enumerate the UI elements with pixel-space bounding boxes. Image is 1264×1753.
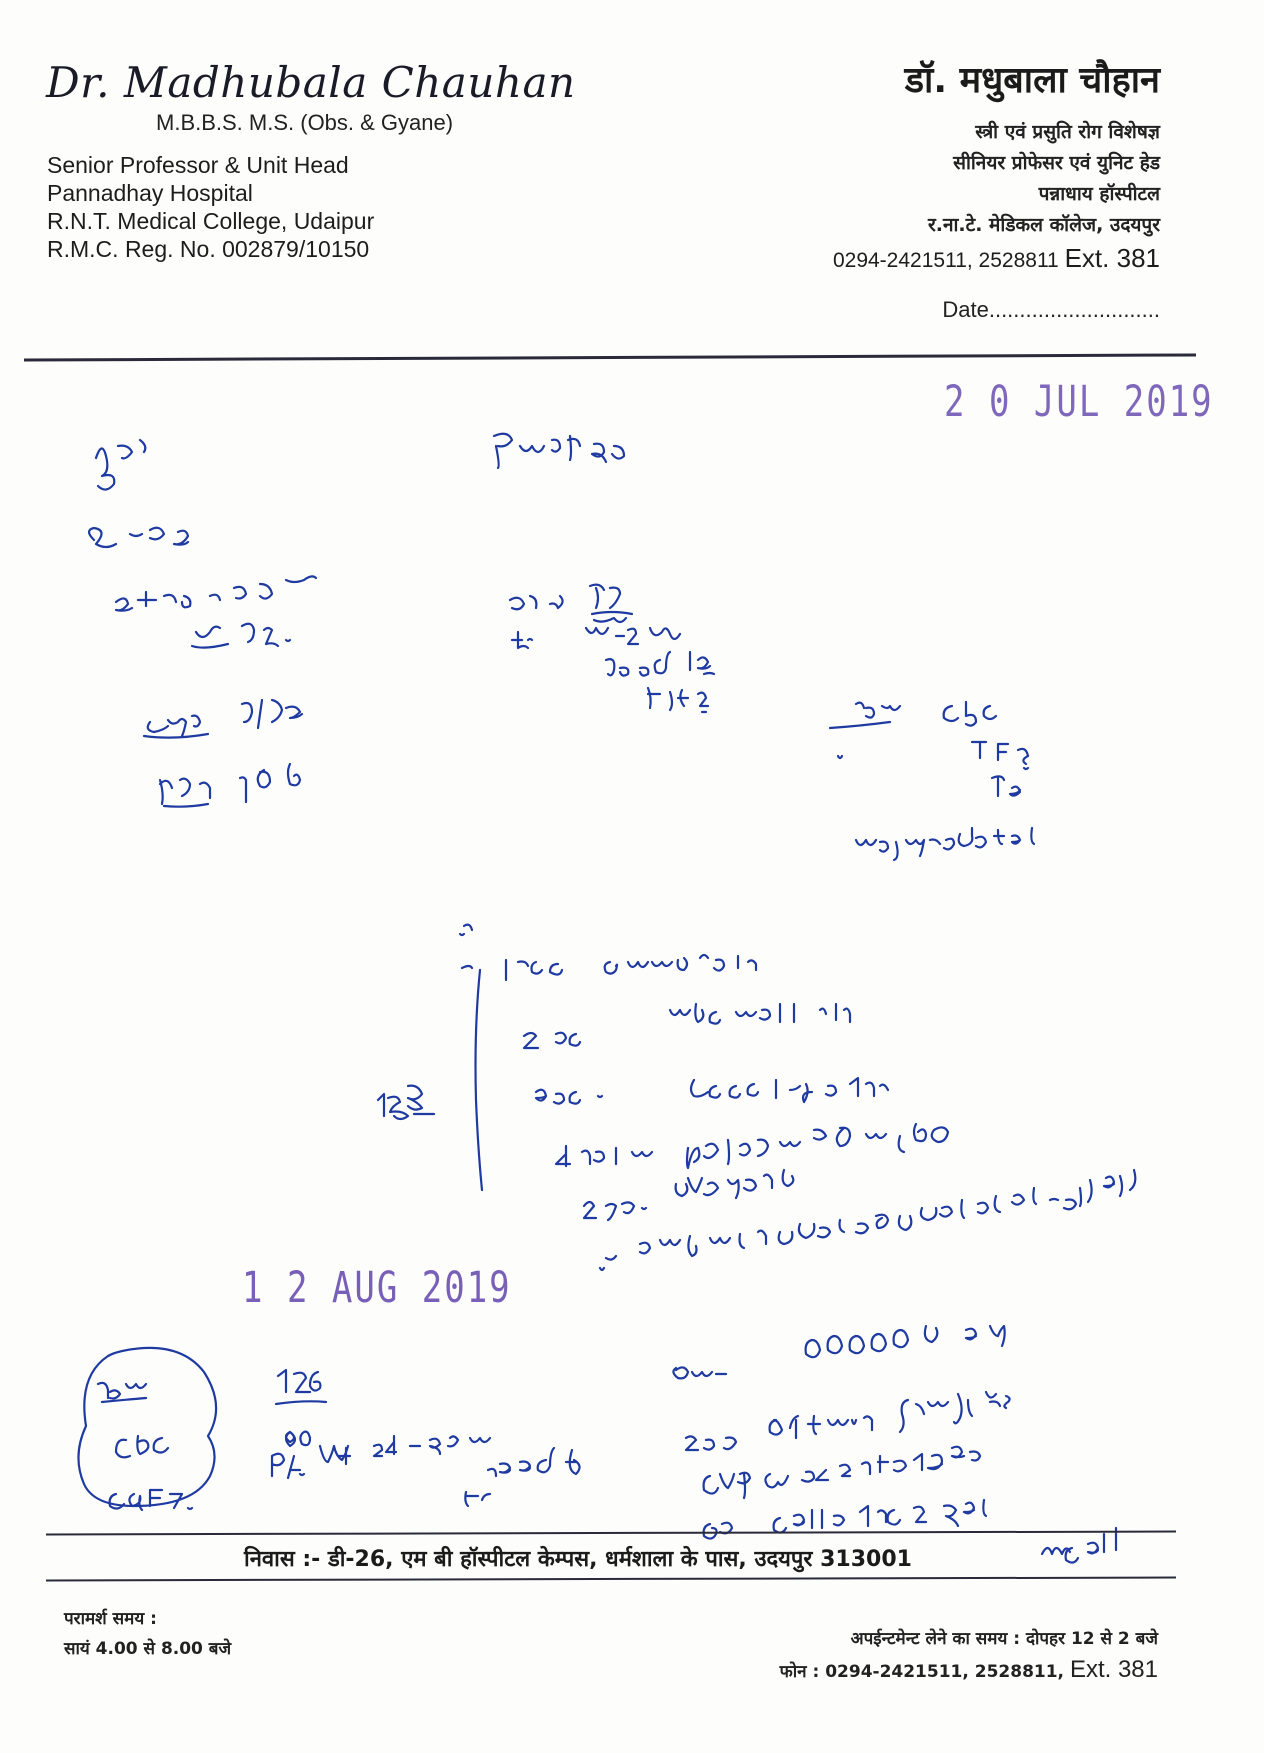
scribble-cbc-lft-tsh — [944, 702, 1028, 796]
scribble-80 — [286, 1432, 310, 1446]
college-hindi: र.ना.टे. मेडिकल कॉलेज, उदयपुर — [927, 214, 1160, 236]
hospital-hindi: पन्नाधाय हॉस्पीटल — [1038, 183, 1160, 205]
residence-address: निवास :- डी-26, एम बी हॉस्पीटल केम्पस, धर्मशाला के पास, उदयपुर 313001 — [244, 1547, 912, 1572]
college-name: R.N.T. Medical College, Udaipur — [47, 208, 375, 234]
date-stamp-first: 2 0 JUL 2019 — [944, 377, 1214, 427]
footer-phone-ext: Ext. 381 — [1069, 1656, 1158, 1683]
scribble-omega — [673, 1326, 1004, 1378]
scribble-usg — [856, 828, 1034, 860]
date-field: Date............................ — [942, 297, 1160, 322]
scribble-med-6-7 — [600, 1170, 1135, 1270]
hospital-name: Pannadhay Hospital — [47, 180, 253, 206]
scribble-fr — [465, 1492, 490, 1506]
consultation-label: परामर्श समय : — [64, 1609, 157, 1629]
header-phone-numbers: 0294-2421511, 2528811 — [832, 249, 1059, 272]
scribble-bp — [510, 585, 632, 622]
scribble-lmp — [144, 700, 302, 738]
bracket-line — [462, 966, 482, 1190]
scribble-pa-w — [272, 1436, 490, 1478]
scribble-med-3 — [536, 1078, 888, 1104]
scribble-need-for — [606, 652, 714, 676]
scribble-tablet-line — [686, 1392, 1010, 1450]
scribble-15d — [378, 1086, 434, 1119]
footer-phone-label: फोन : 0294-2421511, 2528811, — [779, 1662, 1065, 1682]
date-stamp-second: 1 2 AUG 2019 — [242, 1263, 512, 1313]
circle-adv-cbc-lft — [78, 1348, 216, 1506]
scribble-med-2 — [524, 1004, 850, 1048]
scribble-footer-note — [1042, 1528, 1116, 1563]
doctor-name-hindi: डॉ. मधुबाला चौहान — [904, 60, 1160, 101]
scribble-g3p2 — [89, 528, 188, 547]
scribble-r — [460, 925, 472, 935]
scribble-med-1 — [506, 955, 756, 980]
footer-phone — [780, 1656, 1158, 1684]
scribble-lp67 — [192, 624, 290, 648]
scribble-need-fr — [488, 1448, 580, 1476]
scribble-line2 — [116, 576, 316, 610]
registration-number: R.M.C. Reg. No. 002879/10150 — [47, 236, 370, 262]
doctor-name-english: Dr. Madhubala Chauhan — [46, 58, 576, 107]
scribble-edd — [160, 764, 300, 807]
scribble-rx — [96, 440, 145, 490]
scribble-pa-line — [512, 628, 680, 648]
scribble-fhr — [648, 688, 708, 712]
header-phone-ext: Ext. 381 — [1064, 243, 1160, 273]
scribble-adv — [830, 703, 900, 758]
appointment-time: अपईन्टमेन्ट लेने का समय : दोपहर 12 से 2 बजे — [850, 1629, 1158, 1649]
scribble-patient-name — [494, 434, 624, 468]
designation-hindi: सीनियर प्रोफेसर एवं युनिट हेड — [953, 152, 1160, 174]
scribble-126 — [276, 1370, 326, 1404]
doctor-qualification: M.B.B.S. M.S. (Obs. & Gyane) — [156, 110, 454, 135]
scribble-med-5 — [584, 1170, 793, 1220]
scribble-adv-cbc-lft — [98, 1383, 192, 1510]
consultation-time: सायं 4.00 से 8.00 बजे — [64, 1639, 232, 1659]
specialty-hindi: स्त्री एवं प्रसुति रोग विशेषज्ञ — [975, 121, 1160, 143]
scribble-med-4 — [556, 1124, 948, 1168]
doctor-designation: Senior Professor & Unit Head — [47, 152, 349, 178]
scribble-cyp-line — [704, 1447, 980, 1498]
